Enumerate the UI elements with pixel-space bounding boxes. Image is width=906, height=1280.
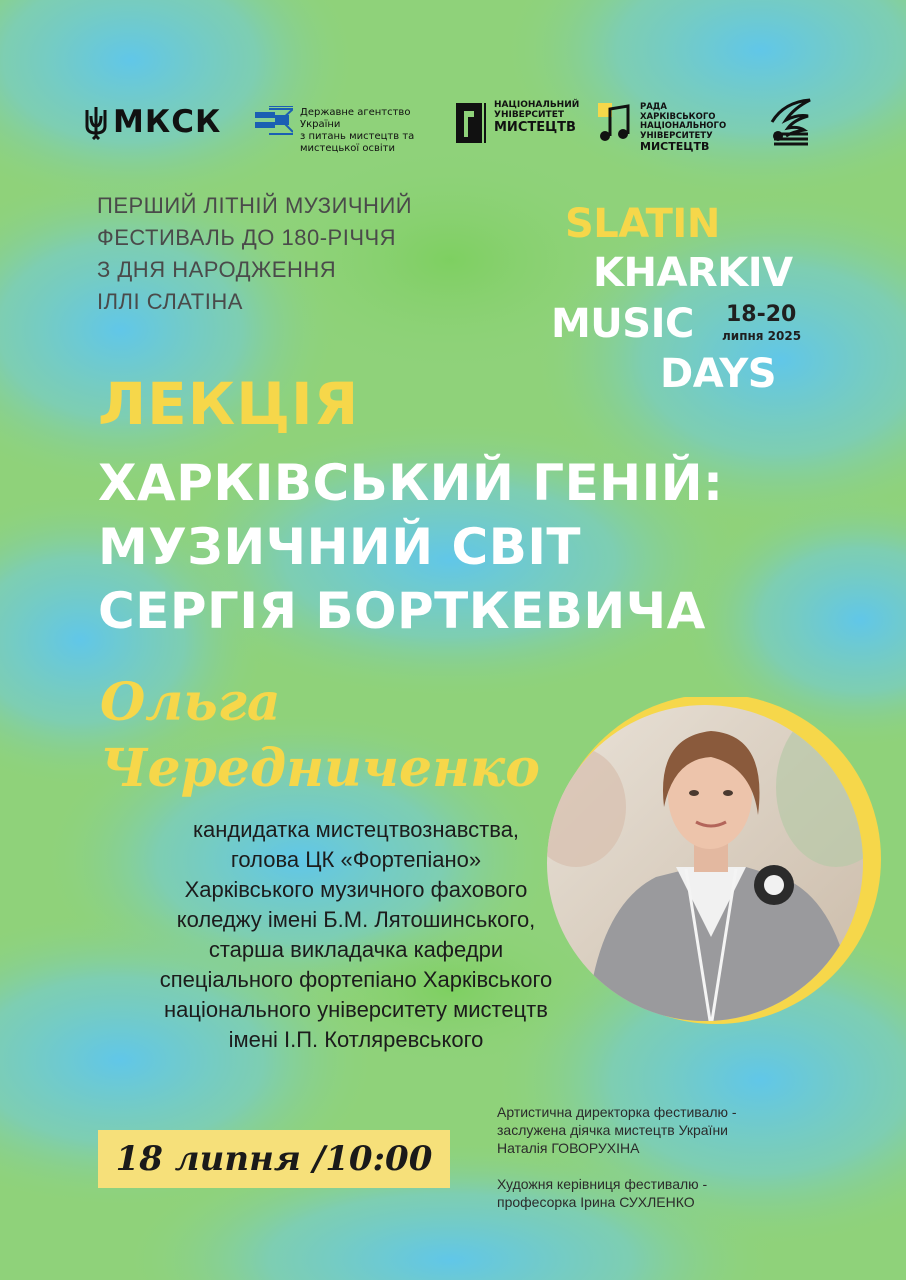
agency-logo-text: Державне агентство України з питань мистецтв та мистецької освіти [300,107,415,154]
mksk-logo-text: МКСК [113,104,222,140]
festival-dates: 18-20 [726,302,797,327]
lecture-title-line-1: ХАРКІВСЬКИЙ ГЕНІЙ: [98,454,724,512]
lecture-label: ЛЕКЦІЯ [98,370,360,438]
speaker-bio: кандидатка мистецтвознавства, голова ЦК «Фортепіано» Харківського музичного фахового коледжу імені Б.М. Лятошинського, старша викладачка кафедри спеціального фортепіано Харківського національного університету мистецтв імені І.П. Котляревського [159,817,553,1052]
university-logo-text: НАЦІОНАЛЬНИЙ УНІВЕРСИТЕТ МИСТЕЦТВ [494,100,580,135]
trident-icon [84,106,108,140]
speaker-last-name: Чередниченко [100,738,540,799]
credit-director-line-3: Наталія ГОВОРУХІНА [497,1140,640,1156]
event-date-box [98,1130,450,1188]
event-date-time: 18 липня /10:00 [115,1139,433,1179]
credit-director-line-1: Артистична директорка фестивалю - [497,1104,737,1120]
agency-logo-icon [255,106,293,136]
credit-artistic-line-2: професорка Ірина СУХЛЕНКО [497,1194,695,1210]
council-logo-text: РАДА ХАРКІВСЬКОГО НАЦІОНАЛЬНОГО УНІВЕРСИТЕТУ МИСТЕЦТВ [640,102,727,153]
festival-name-music: MUSIC [551,301,694,347]
credit-artistic-line-1: Художня керівниця фестивалю - [497,1176,708,1192]
university-logo-icon [456,103,490,143]
speaker-first-name: Ольга [100,672,281,733]
lecture-title-line-2: МУЗИЧНИЙ СВІТ [98,518,582,576]
music-note-logo-icon [764,96,816,148]
festival-month-year: липня 2025 [722,329,802,343]
festival-name-days: DAYS [660,351,777,397]
council-logo-icon [598,103,634,143]
festival-name-slatin: SLATIN [565,201,720,247]
lecture-title-line-3: СЕРГІЯ БОРТКЕВИЧА [98,582,706,640]
poster: МКСК Державне агентство України з питань мистецтв та мистецької освіти НАЦІОНАЛЬНИЙ УНІВЕРСИТЕТ МИСТЕЦТВ РАДА ХАРКІВСЬКОГО НАЦІОНАЛЬНОГО УНІВЕРСИТЕТУ МИСТЕЦТВ ПЕРШИЙ ЛІТНІЙ МУЗИЧНИЙ ФЕСТИВАЛЬ ДО 180-РІЧЧЯ З ДНЯ НАРОДЖЕННЯ ІЛЛІ СЛАТІНА SLATIN KHARKIV MUSIC 18-20 липня 2025 DAYS ЛЕКЦІЯ ХАРКІВСЬКИЙ ГЕНІЙ: МУЗИЧНИЙ СВІТ СЕРГІЯ БОРТКЕВИЧА Ольга Чередниченко кандидатка мистецтвознавства, голова ЦК «Фортепіано» Харківського музичного фахового коледжу імені Б.М. Лятошинського, старша викладачка кафедри спеціального фортепіано Харківського національного університету мистецтв імені І.П. Котляревського 18 липня /10:00 Артистична директорка фестивалю - заслужена діячка мистецтв України Наталія ГОВОРУХІНА Художня керівниця фестивалю - професорка Ірина СУХЛЕНКО [0,0,906,1280]
credit-director-line-2: заслужена діячка мистецтв України [497,1122,728,1138]
festival-name-kharkiv: KHARKIV [593,250,793,296]
